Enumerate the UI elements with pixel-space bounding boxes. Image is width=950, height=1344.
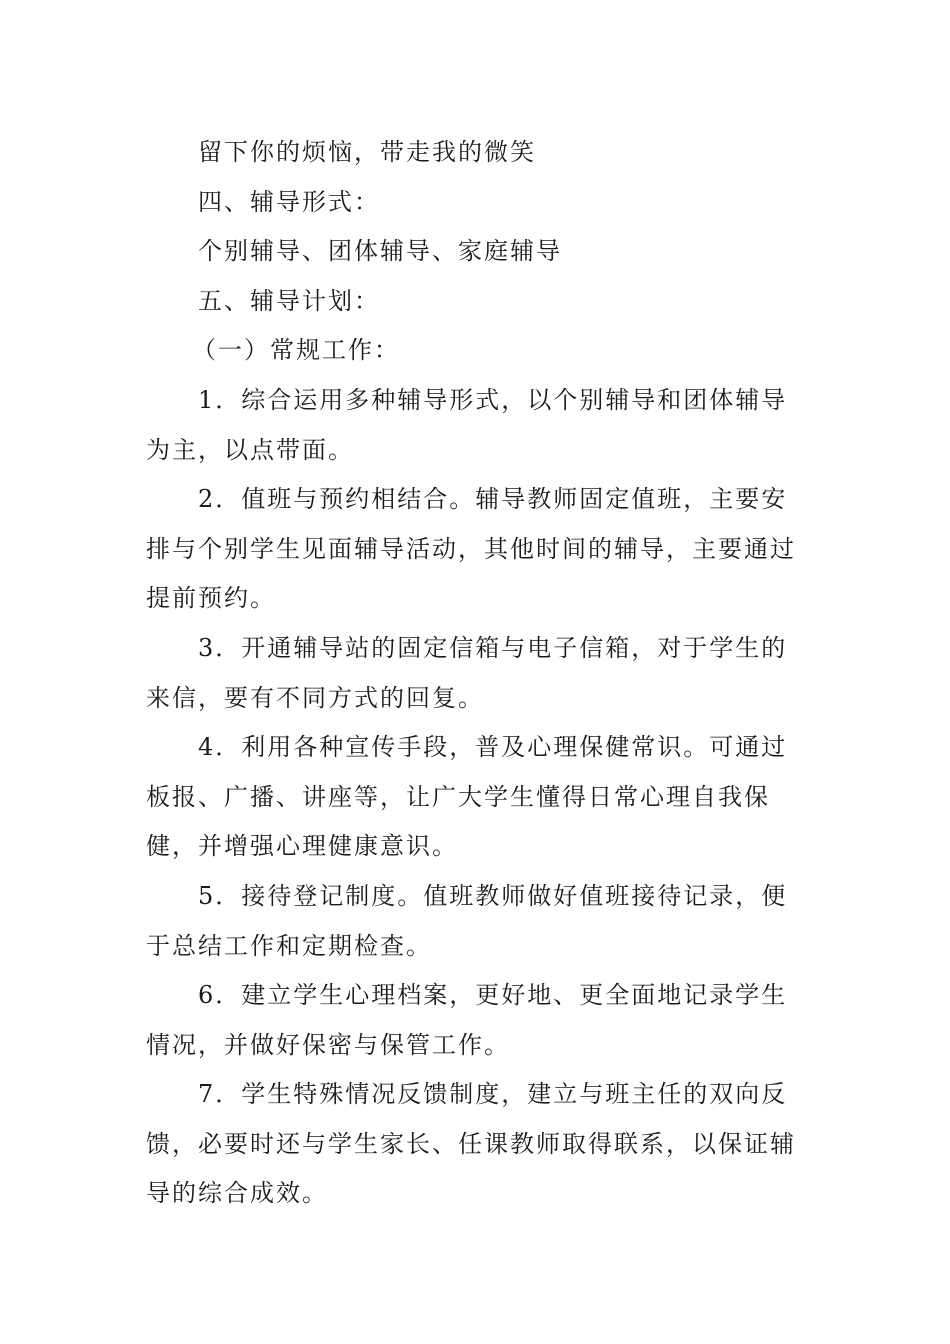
list-item-5: 5．接待登记制度。值班教师做好值班接待记录，便于总结工作和定期检查。 [146,881,788,960]
list-item-6: 6．建立学生心理档案，更好地、更全面地记录学生情况，并做好保密与保管工作。 [146,981,788,1059]
paragraph-slogan: 留下你的烦恼，带走我的微笑 [198,138,536,166]
document-body [146,128,806,1219]
subheading-routine-work: （一）常规工作： [192,336,400,365]
list-item-1: 1．综合运用多种辅导形式，以个别辅导和团体辅导为主，以点带面。 [146,385,788,464]
list-item-7: 7．学生特殊情况反馈制度，建立与班主任的双向反馈，必要时还与学生家长、任课教师取得联系，以保证辅导的综合成效。 [146,1080,796,1208]
list-item-3: 3．开通辅导站的固定信箱与电子信箱，对于学生的来信，要有不同方式的回复。 [146,633,788,712]
list-item-4: 4．利用各种宣传手段，普及心理保健常识。可通过板报、广播、讲座等，让广大学生懂得日常心理自我保健，并增强心理健康意识。 [146,733,788,861]
paragraph-counseling-forms: 个别辅导、团体辅导、家庭辅导 [198,237,562,266]
heading-counseling-plan: 五、辅导计划： [198,286,380,315]
heading-counseling-forms: 四、辅导形式： [198,187,380,216]
list-item-2: 2．值班与预约相结合。辅导教师固定值班，主要安排与个别学生见面辅导活动，其他时间的辅导，主要通过提前预约。 [146,485,796,613]
